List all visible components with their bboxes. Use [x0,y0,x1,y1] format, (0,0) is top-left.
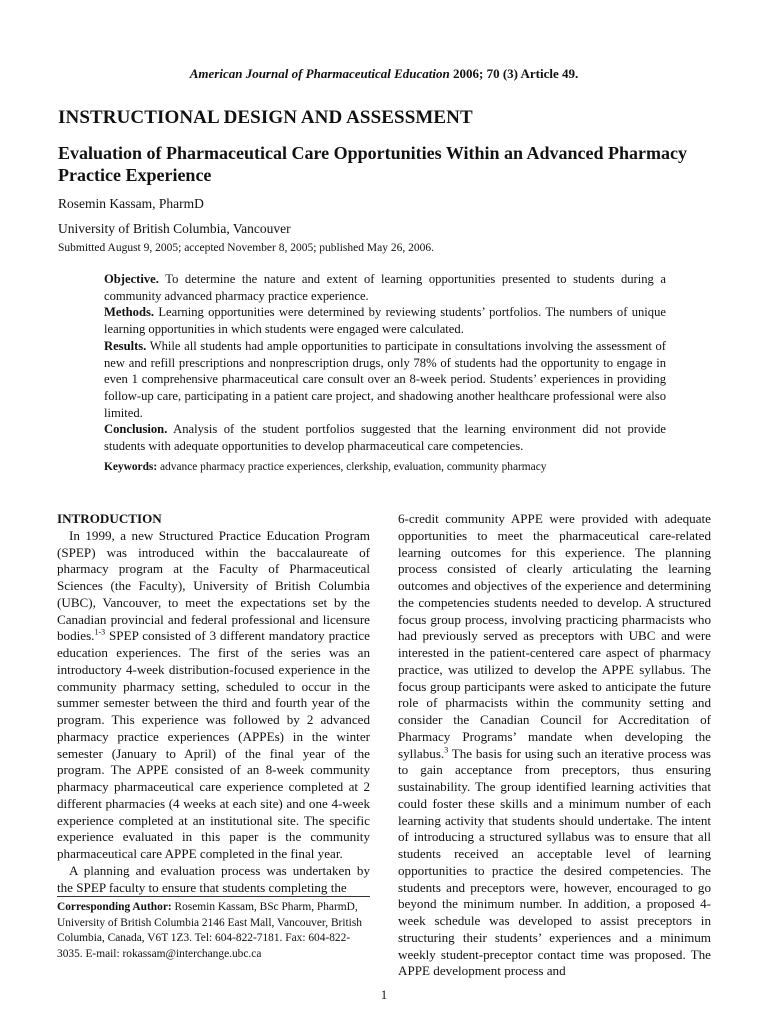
conclusion-label: Conclusion. [104,422,168,437]
citation-superscript: 1-3 [94,627,106,637]
author-line: Rosemin Kassam, PharmD [58,196,204,211]
right-p1-text-a: 6-credit community APPE were provided with adequate opportunities to meet the pharmaceutical care-related learning outcomes for this experience. The planning process consisted of clearly articulating the learning outcomes and objectives of the experience and determining the competencies students needed to develop. A structured focus group process, involving practicing pharmacists who had previously served as preceptors with UBC and were interested in the patient-centered care aspect of pharmacy practice, was utilized to develop the APPE syllabus. The focus group participants were asked to anticipate the future role of pharmacists within the community setting and consider the Canadian Council for Accreditation of Pharmacy Programs’ mandate when developing the syllabus. [398,511,711,761]
results-label: Results. [104,338,147,353]
journal-name: American Journal of Pharmaceutical Education [189,66,450,81]
right-paragraph-1 [398,511,711,980]
footnote-text: Rosemin Kassam, BSc Pharm, PharmD, University of British Columbia 2146 East Mall, Vancouver, British Columbia, Canada, V6T 1Z3. Tel: 604-822-7181. Fax: 604-822-3035. E-mail: rokassam@interchange.ubc.ca [57,901,362,960]
abstract-conclusion [104,421,666,454]
right-p1-text-b: The basis for using such an iterative process was to gain acceptance from preceptors, thus ensuring sustainability. The group identified learning activities that could foster these skills and a minimum number of each learning activity that students should undertake. The intent of introducing a structured syllabus was to ensure that all students received an acceptable level of learning opportunities to practice the desired competencies. The students and preceptors were, however, encouraged to go beyond the minimum number. In addition, a proposed 4-week schedule was developed to assist preceptors in structuring their students’ experiences and a minimum weekly student-preceptor contact time was proposed. The APPE development process and [398,745,711,979]
section-heading: INSTRUCTIONAL DESIGN AND ASSESSMENT [58,107,473,128]
journal-header [0,66,768,82]
footnote-label: Corresponding Author: [57,901,172,913]
intro-p1-text-a: In 1999, a new Structured Practice Education Program (SPEP) was introduced within the baccalaureate of pharmacy program at the Faculty of Pharmaceutical Sciences (the Faculty), University of British Columbia (UBC), Vancouver, to meet the expectations set by the Canadian provincial and federal professional and licensure bodies. [57,527,370,644]
abstract-results [104,338,666,422]
abstract [104,271,666,475]
journal-citation: 2006; 70 (3) Article 49. [449,66,579,81]
abstract-objective [104,271,666,304]
abstract-keywords [104,459,666,476]
article-title: Evaluation of Pharmaceutical Care Opportunities Within an Advanced Pharmacy Practice Experience [58,143,688,185]
submission-dates: Submitted August 9, 2005; accepted November 8, 2005; published May 26, 2006. [58,242,434,254]
objective-label: Objective. [104,272,159,286]
objective-text: To determine the nature and extent of learning opportunities presented to students during a community advanced pharmacy practice experience. [104,272,666,303]
intro-paragraph-1 [57,528,370,863]
keywords-label: Keywords: [104,460,158,473]
conclusion-text: Analysis of the student portfolios suggested that the learning environment did not provide students with adequate opportunities to develop pharmaceutical care competencies. [104,422,666,454]
intro-paragraph-2: A planning and evaluation process was undertaken by the SPEP faculty to ensure that students completing the [57,862,370,895]
introduction-heading: INTRODUCTION [57,511,162,526]
results-text: While all students had ample opportunities to participate in consultations involving the assessment of new and refill prescriptions and nonprescription drugs, only 78% of students had the opportunity to engage in even 1 comprehensive pharmaceutical care consult over an 8-week period. Students’ experiences in providing follow-up care, participating in a patient care project, and shadowing another healthcare professional were also limited. [104,338,666,420]
keywords-text: advance pharmacy practice experiences, clerkship, evaluation, community pharmacy [157,460,547,473]
left-column [57,511,370,896]
right-column [398,511,711,980]
affiliation-line: University of British Columbia, Vancouver [58,221,291,236]
page-number: 1 [380,988,388,1002]
corresponding-author-footnote [57,900,370,962]
intro-p1-text-b: SPEP consisted of 3 different mandatory practice education experiences. The first of the series was an introductory 4-week distribution-focused experience in the community pharmacy setting, scheduled to occur in the summer semester between the third and fourth year of the program. This experience was followed by 2 advanced pharmacy practice experiences (APPEs) in the winter semester (January to April) of the final year of the program. The APPE consisted of an 8-week community pharmacy pharmaceutical care experience completed at 2 different pharmacies (4 weeks at each site) and one 4-week experience completed at an institutional site. The specific experience evaluated in this paper is the community pharmaceutical care APPE completed in the final year. [57,628,370,861]
footnote-divider [57,896,370,897]
abstract-methods [104,304,666,337]
methods-label: Methods. [104,305,155,320]
citation-superscript: 3 [444,745,449,755]
methods-text: Learning opportunities were determined by reviewing students’ portfolios. The numbers of unique learning opportunities in which students were engaged were calculated. [104,305,666,337]
